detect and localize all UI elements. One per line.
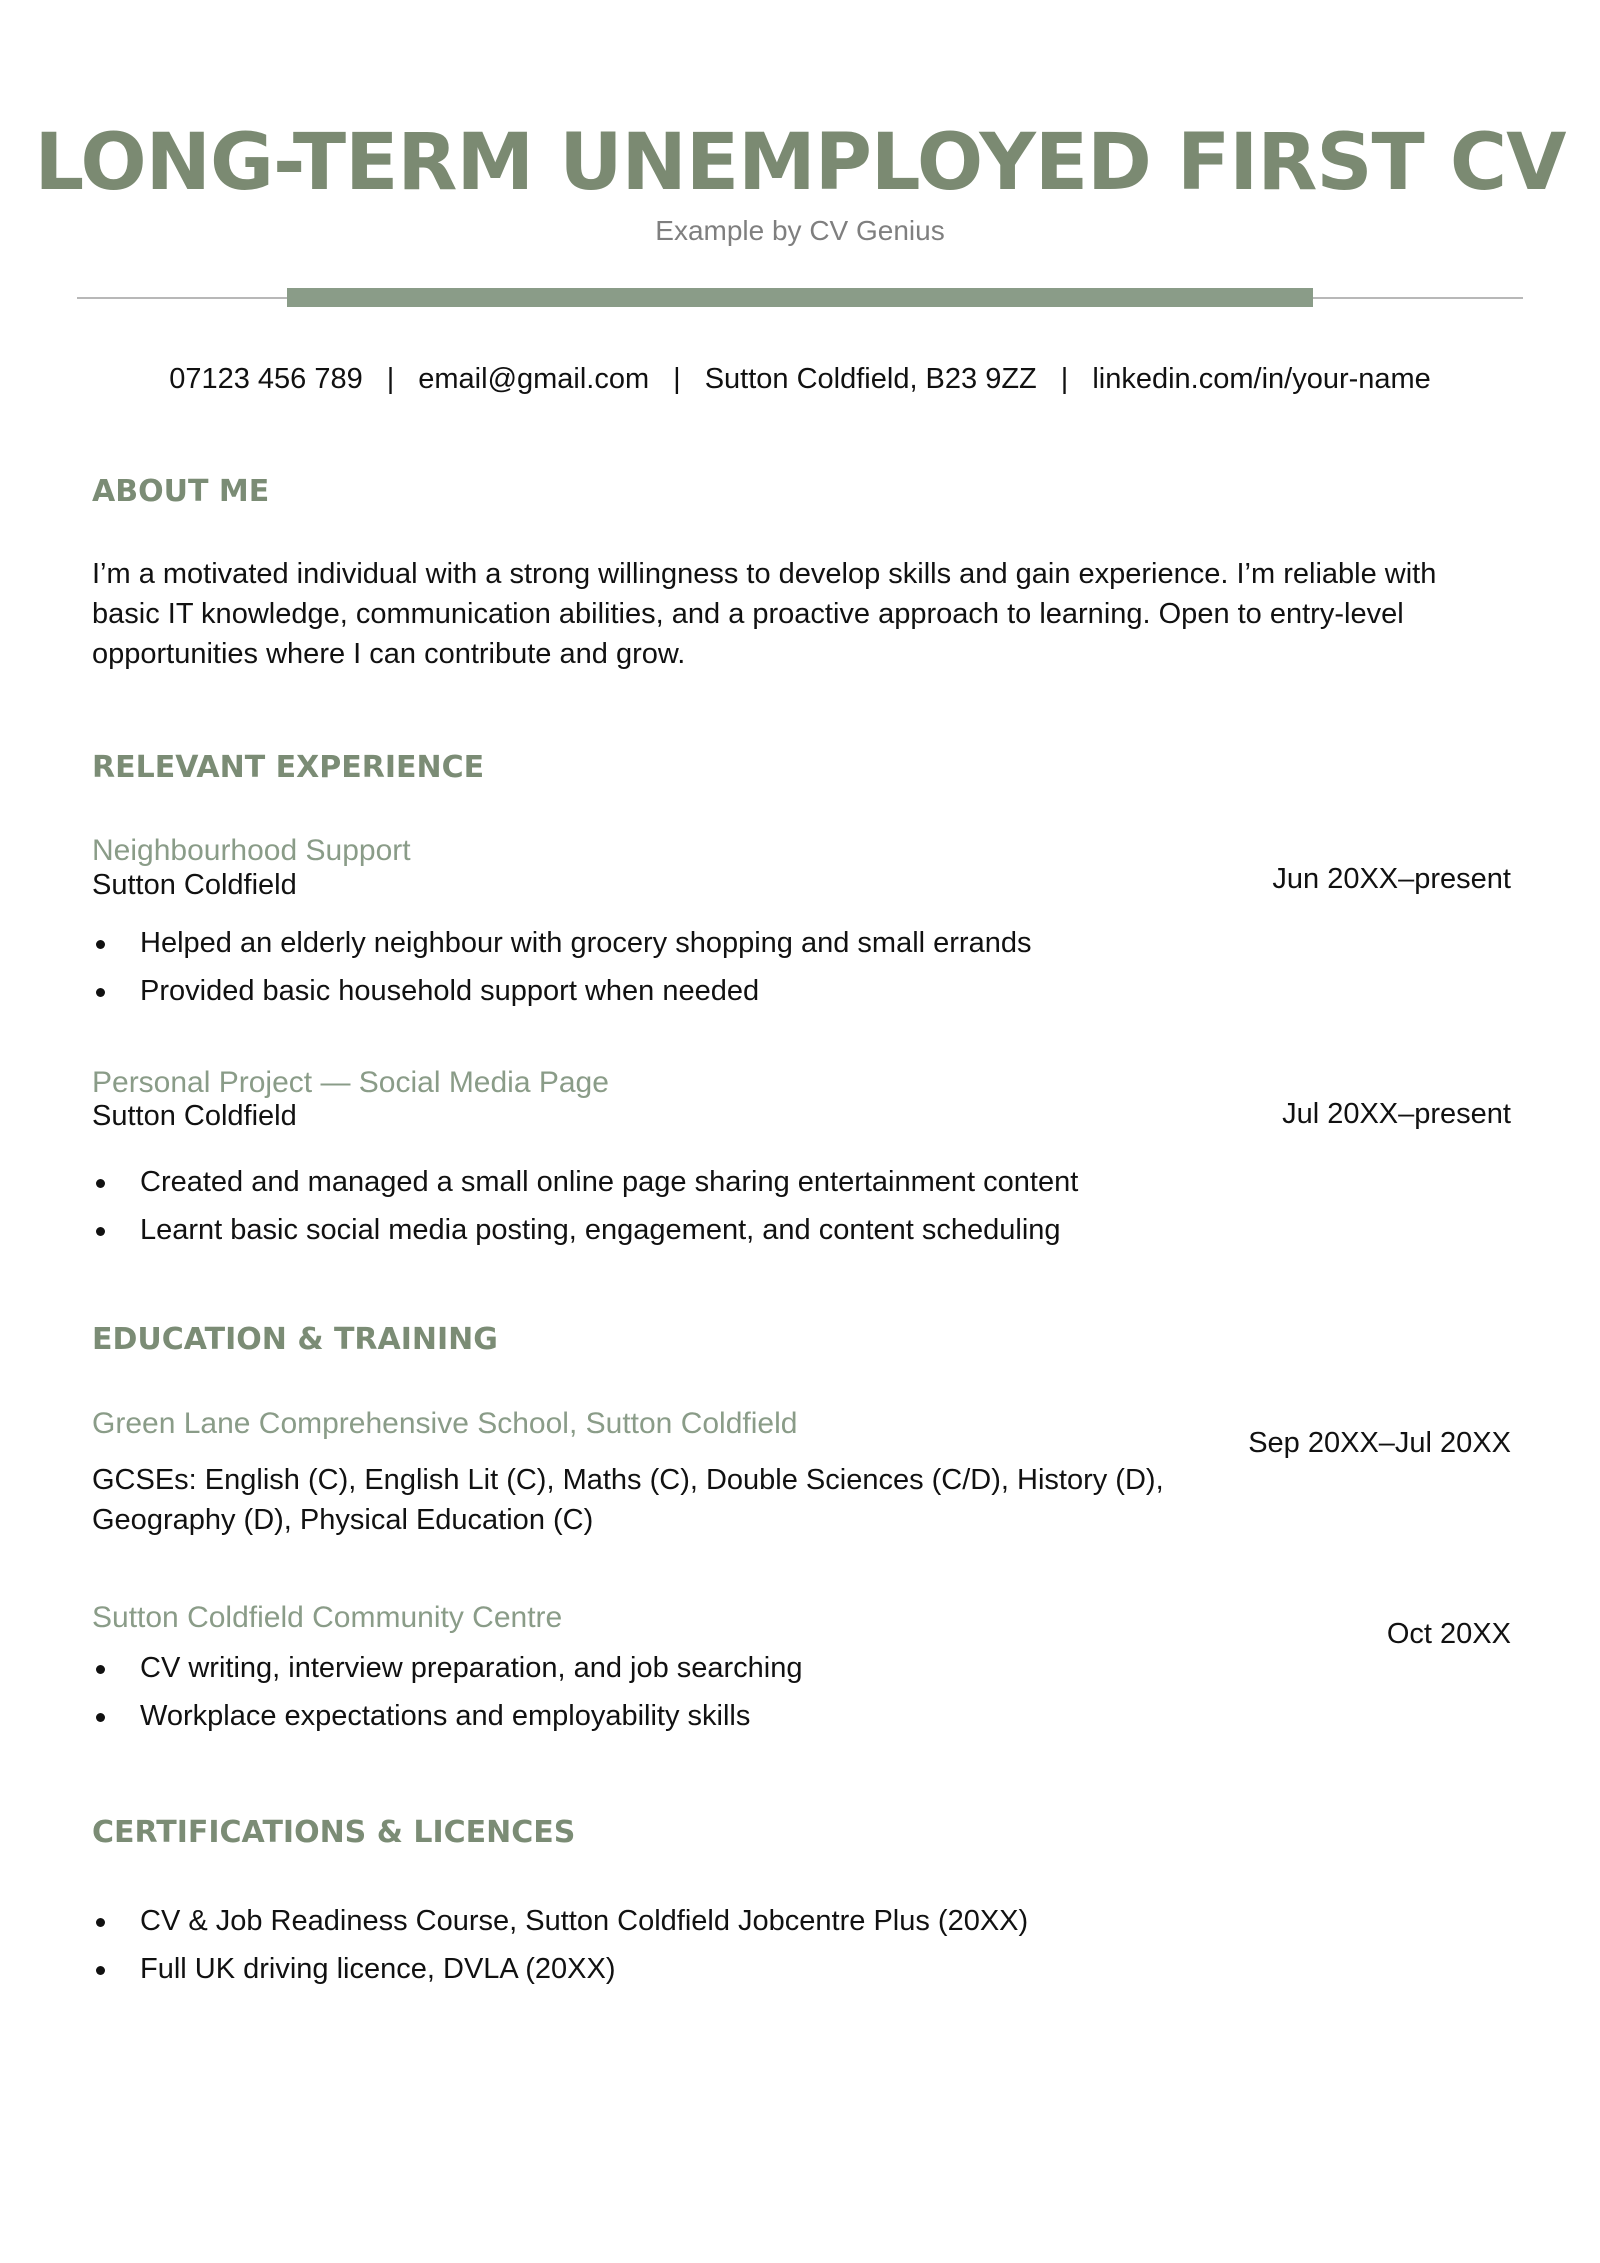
certifications-list: [92, 1903, 1392, 1999]
certifications-heading: CERTIFICATIONS & LICENCES: [92, 1815, 576, 1850]
bullet-item: Helped an elderly neighbour with grocery shopping and small errands: [92, 925, 1392, 973]
about-heading: ABOUT ME: [92, 474, 270, 509]
entry-title: Sutton Coldfield Community Centre: [92, 1601, 563, 1634]
contact-phone: 07123 456 789: [169, 363, 363, 395]
contact-linkedin: linkedin.com/in/your-name: [1092, 363, 1431, 395]
entry-title: Neighbourhood Support: [92, 834, 411, 867]
cv-subtitle: Example by CV Genius: [655, 215, 945, 246]
entry-bullets: [92, 1650, 1392, 1746]
bullet-item: Learnt basic social media posting, engagement, and content scheduling: [92, 1212, 1392, 1260]
bullet-item: Created and managed a small online page sharing entertainment content: [92, 1164, 1392, 1212]
entry-title: Personal Project — Social Media Page: [92, 1066, 609, 1099]
contact-separator: |: [386, 363, 395, 395]
entry-date: Sep 20XX–Jul 20XX: [1248, 1427, 1511, 1459]
entry-location: Sutton Coldfield: [92, 869, 297, 901]
certification-item: Full UK driving licence, DVLA (20XX): [92, 1951, 1392, 1999]
header-accent-bar: [287, 288, 1313, 307]
contact-line: [0, 361, 1600, 397]
entry-date: Oct 20XX: [1386, 1618, 1511, 1650]
education-heading: EDUCATION & TRAINING: [92, 1322, 498, 1357]
contact-separator: |: [1060, 363, 1069, 395]
contact-separator: |: [673, 363, 681, 395]
contact-location: Sutton Coldfield, B23 9ZZ: [704, 363, 1037, 395]
entry-date: Jul 20XX–present: [1282, 1098, 1511, 1130]
entry-bullets: [92, 1164, 1392, 1260]
experience-heading: RELEVANT EXPERIENCE: [92, 750, 485, 785]
entry-title: Green Lane Comprehensive School, Sutton Coldfield: [92, 1407, 798, 1440]
bullet-item: CV writing, interview preparation, and job searching: [92, 1650, 1392, 1698]
certification-item: CV & Job Readiness Course, Sutton Coldfield Jobcentre Plus (20XX): [92, 1903, 1392, 1951]
entry-location: Sutton Coldfield: [92, 1100, 297, 1132]
about-text: I’m a motivated individual with a strong willingness to develop skills and gain experience. I’m reliable with basic IT knowledge, communication abilities, and a proactive approach to learning. Open to entry-level opportunities where I can contribute and grow.: [92, 558, 1437, 670]
entry-description: GCSEs: English (C), English Lit (C), Maths (C), Double Sciences (C/D), History (D), Geography (D), Physical Education (C): [92, 1464, 1164, 1536]
bullet-item: Provided basic household support when needed: [92, 973, 1392, 1021]
entry-date: Jun 20XX–present: [1272, 863, 1511, 895]
bullet-item: Workplace expectations and employability skills: [92, 1698, 1392, 1746]
contact-email: email@gmail.com: [418, 363, 650, 395]
entry-bullets: [92, 925, 1392, 1021]
cv-title: LONG-TERM UNEMPLOYED FIRST CV: [34, 118, 1566, 208]
